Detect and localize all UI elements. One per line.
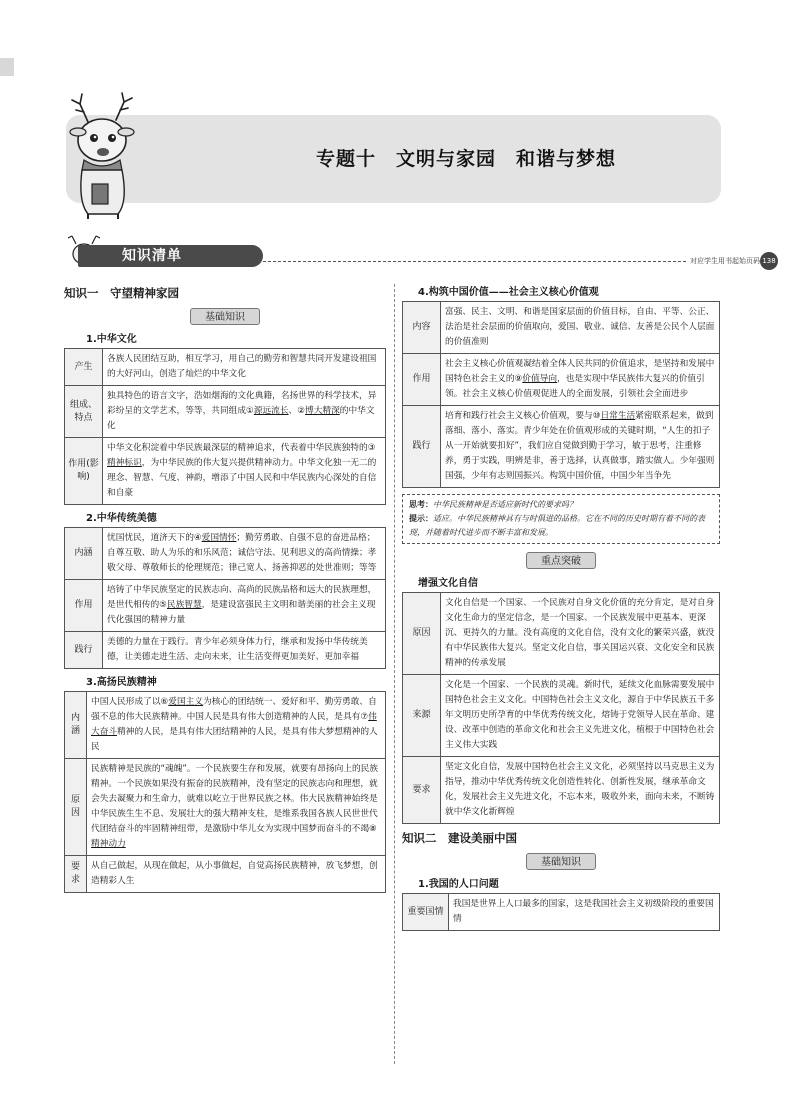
row-label: 内涵: [65, 692, 87, 759]
page-corner-mark: [0, 58, 14, 76]
table-row: [65, 438, 386, 505]
fill-in-answer: 日常生活: [600, 411, 636, 421]
page-reference-note: 对应学生用书起始页码: [690, 257, 760, 265]
header-dashed-rule: [258, 261, 686, 262]
row-label: 重要国情: [403, 894, 449, 931]
row-label: 要求: [403, 757, 441, 824]
subtitle-population: 1.我国的人口问题: [418, 879, 499, 890]
row-text: 美德的力量在于践行。青少年必须身体力行，继承和发扬中华传统美德，让美德走进生活、走向未来，让生活变得更加美好、更加幸福: [103, 632, 386, 669]
row-text: [103, 580, 386, 632]
text-segment: 培育和践行社会主义核心价值观，要与⑩: [445, 411, 601, 421]
row-label: 原因: [65, 759, 87, 856]
row-label: 践行: [65, 632, 103, 669]
fill-in-answer: 爱国主义: [168, 697, 204, 707]
row-text: [87, 692, 386, 759]
basic-knowledge-tag-2: 基础知识: [526, 853, 596, 870]
row-text: 我国是世界上人口最多的国家，这是我国社会主义初级阶段的重要国情: [449, 894, 720, 931]
text-segment: ；勤劳勇敢、自强不息的奋进品格；自尊互敬、助人为乐的和乐风范；诚信守法、见利思义的高尚情操；孝敬父母、尊敬师长的伦理规范；律己宽人、扬善抑恶的处世准则；等等: [107, 533, 377, 573]
cultural-confidence-table: [402, 592, 720, 824]
row-label: 来源: [403, 675, 441, 757]
row-text: [103, 528, 386, 580]
fill-in-answer: 精神动力: [91, 839, 126, 849]
table-row: [65, 856, 386, 893]
row-label: 组成、特点: [65, 386, 103, 438]
table-row: [65, 632, 386, 669]
row-text: [87, 759, 386, 856]
think-answer: [409, 512, 713, 540]
row-label: 作用: [403, 354, 441, 406]
text-segment: 独具特色的语言文字，浩如烟海的文化典籍，名扬世界的科学技术，异彩纷呈的文学艺术，等等，共同组成①: [107, 391, 377, 416]
row-text: 富强、民主、文明、和谐是国家层面的价值目标，自由、平等、公正、法治是社会层面的价值取向，爱国、敬业、诚信、友善是公民个人层面的价值准则: [441, 302, 720, 354]
think-hint-box: [402, 494, 720, 544]
table-row: [403, 354, 720, 406]
table-row: [403, 593, 720, 675]
row-text: 从自己做起，从现在做起，从小事做起，自觉高扬民族精神，放飞梦想，创造精彩人生: [87, 856, 386, 893]
fill-in-answer: 博大精深: [305, 406, 340, 416]
table-row: [403, 302, 720, 354]
row-label: 作用(影响): [65, 438, 103, 505]
row-text: [441, 406, 720, 488]
topic-banner: [66, 115, 721, 203]
page-number-badge: 138: [760, 252, 778, 270]
row-label: 产生: [65, 349, 103, 386]
row-text: [103, 386, 386, 438]
subtitle-national-spirit: 3.高扬民族精神: [86, 677, 157, 688]
table-row: [65, 692, 386, 759]
think-question: [409, 498, 713, 512]
row-text: 坚定文化自信，发展中国特色社会主义文化，必须坚持以马克思主义为指导，推动中华优秀传统文化创造性转化、创新性发展，继承革命文化，发展社会主义先进文化，不忘本来，吸收外来，面向未来，不断铸就中华文化新辉煌: [441, 757, 720, 824]
row-label: 要求: [65, 856, 87, 893]
key-breakthrough-tag: 重点突破: [526, 552, 596, 569]
text-segment: 中国人民形成了以⑥: [91, 697, 169, 707]
row-text: 文化是一个国家、一个民族的灵魂。新时代，延续文化血脉需要发展中国特色社会主义文化。中国特色社会主义文化，源自于中华民族五千多年文明历史所孕育的中华优秀传统文化，熔铸于党领导人民在革命、建设、改革中创造的革命文化和社会主义先进文化，植根于中国特色社会主义伟大实践: [441, 675, 720, 757]
row-label: 原因: [403, 593, 441, 675]
text-segment: 中华文化积淀着中华民族最深层的精神追求，代表着中华民族独特的③: [107, 443, 376, 453]
traditional-virtue-table: [64, 527, 386, 669]
hint-label: 提示：: [409, 514, 433, 523]
section-title-knowledge-one: 知识一 守望精神家园: [64, 286, 179, 300]
text-segment: ，为中华民族的伟大复兴提供精神动力。中华文化独一无二的理念、智慧、气度、神韵，增添了中国人民和中华民族内心深处的自信和自豪: [107, 458, 377, 498]
table-row: [403, 406, 720, 488]
row-label: 作用: [65, 580, 103, 632]
think-text: 中华民族精神是否适应新时代的要求吗？: [433, 500, 577, 509]
knowledge-list-header: [60, 232, 776, 268]
fill-in-answer: 爱国情怀: [201, 533, 237, 543]
table-row: [65, 580, 386, 632]
row-text: 文化自信是一个国家、一个民族对自身文化价值的充分肯定，是对自身文化生命力的坚定信念，是一个国家、一个民族发展中更基本、更深沉、更持久的力量。没有高度的文化自信，没有文化的繁荣兴盛，就没有中华民族伟大复兴。坚定文化自信，事关国运兴衰、文化安全和民族精神的传承发展: [441, 593, 720, 675]
national-spirit-table: [64, 691, 386, 893]
core-values-table: [402, 301, 720, 488]
think-label: 思考：: [409, 500, 433, 509]
table-row: [403, 675, 720, 757]
basic-knowledge-tag: 基础知识: [190, 308, 260, 325]
chinese-culture-table: [64, 348, 386, 505]
knowledge-list-title: 知识清单: [78, 245, 263, 267]
row-text: [441, 354, 720, 406]
table-row: [65, 528, 386, 580]
deer-mascot-icon: [58, 92, 156, 220]
topic-title: 专题十 文明与家园 和谐与梦想: [315, 148, 616, 170]
text-segment: 、②: [288, 406, 306, 416]
row-label: 内涵: [65, 528, 103, 580]
section-title-knowledge-two: 知识二 建设美丽中国: [402, 831, 517, 845]
text-segment: 为核心的团结统一、爱好和平、勤劳勇敢、自强不息的伟大民族精神。中国人民是具有伟大创造精神的人民，是具有⑦: [91, 697, 377, 722]
column-divider: [394, 284, 395, 1064]
fill-in-answer: 民族智慧: [166, 600, 202, 610]
text-segment: 忧国忧民，道济天下的④: [107, 533, 202, 543]
text-segment: ，是建设富强民主文明和谐美丽的社会主义现代化强国的精神力量: [107, 600, 376, 625]
table-row: [403, 757, 720, 824]
subtitle-traditional-virtue: 2.中华传统美德: [86, 513, 157, 524]
row-label: 践行: [403, 406, 441, 488]
fill-in-answer: 源远流长: [253, 406, 289, 416]
fill-in-answer: 价值导向: [522, 374, 558, 384]
row-text: 各族人民团结互助，相互学习，用自己的勤劳和智慧共同开发建设祖国的大好河山，创造了灿烂的中华文化: [103, 349, 386, 386]
text-segment: ，也是实现中华民族伟大复兴的价值引领。社会主义核心价值观促进人的全面发展，引领社会全面进步: [445, 374, 705, 399]
table-row: [403, 894, 720, 931]
table-row: [65, 759, 386, 856]
text-segment: 的中华文化: [107, 406, 375, 431]
text-segment: 民族精神是民族的“魂魄”。一个民族要生存和发展，就要有昂扬向上的民族精神。一个民族如果没有振奋的民族精神，没有坚定的民族志向和理想，就会失去凝聚力和生命力，就难以屹立于世界民族之林。伟大民族精神始终是中华民族生生不息、发展壮大的强大精神支柱，是维系我国各族人民世世代代团结奋斗的牢固精神纽带，是激励中华儿女为实现中国梦而奋斗的不竭⑧: [91, 764, 379, 834]
fill-in-answer: 伟大奋斗: [91, 712, 377, 737]
text-segment: 紧密联系起来，做到落细、落小、落实。青少年处在价值观形成的关键时期，“人生的扣子从一开始就要扣好”，我们应自觉做到勤于学习，敏于思考，注重修养，勇于实践，明辨是非，善于选择，认真做事，踏实做人。少年强则国强，少年有志则国振兴。构筑中国价值，中国少年当争先: [445, 411, 715, 481]
fill-in-answer: 精神标识: [107, 458, 142, 468]
subtitle-chinese-culture: 1.中华文化: [86, 334, 137, 345]
row-label: 内容: [403, 302, 441, 354]
right-column: [402, 284, 720, 936]
left-column: [64, 284, 386, 898]
text-segment: 精神的人民，是具有伟大团结精神的人民，是具有伟大梦想精神的人民: [91, 727, 378, 752]
table-row: [65, 349, 386, 386]
subtitle-core-values: 4.构筑中国价值——社会主义核心价值观: [418, 287, 599, 298]
subtitle-cultural-confidence: 增强文化自信: [418, 578, 478, 589]
hint-text: 适应。中华民族精神具有与时俱进的品格。它在不同的历史时期有着不同的表现，并随着时代进步而不断丰富和发展。: [409, 514, 705, 537]
text-segment: 培铸了中华民族坚定的民族志向、高尚的民族品格和远大的民族理想，是世代相传的⑤: [107, 585, 377, 610]
row-text: [103, 438, 386, 505]
text-segment: 社会主义核心价值观凝结着全体人民共同的价值追求，是坚持和发展中国特色社会主义的⑨: [445, 359, 715, 384]
population-table: [402, 893, 720, 931]
table-row: [65, 386, 386, 438]
